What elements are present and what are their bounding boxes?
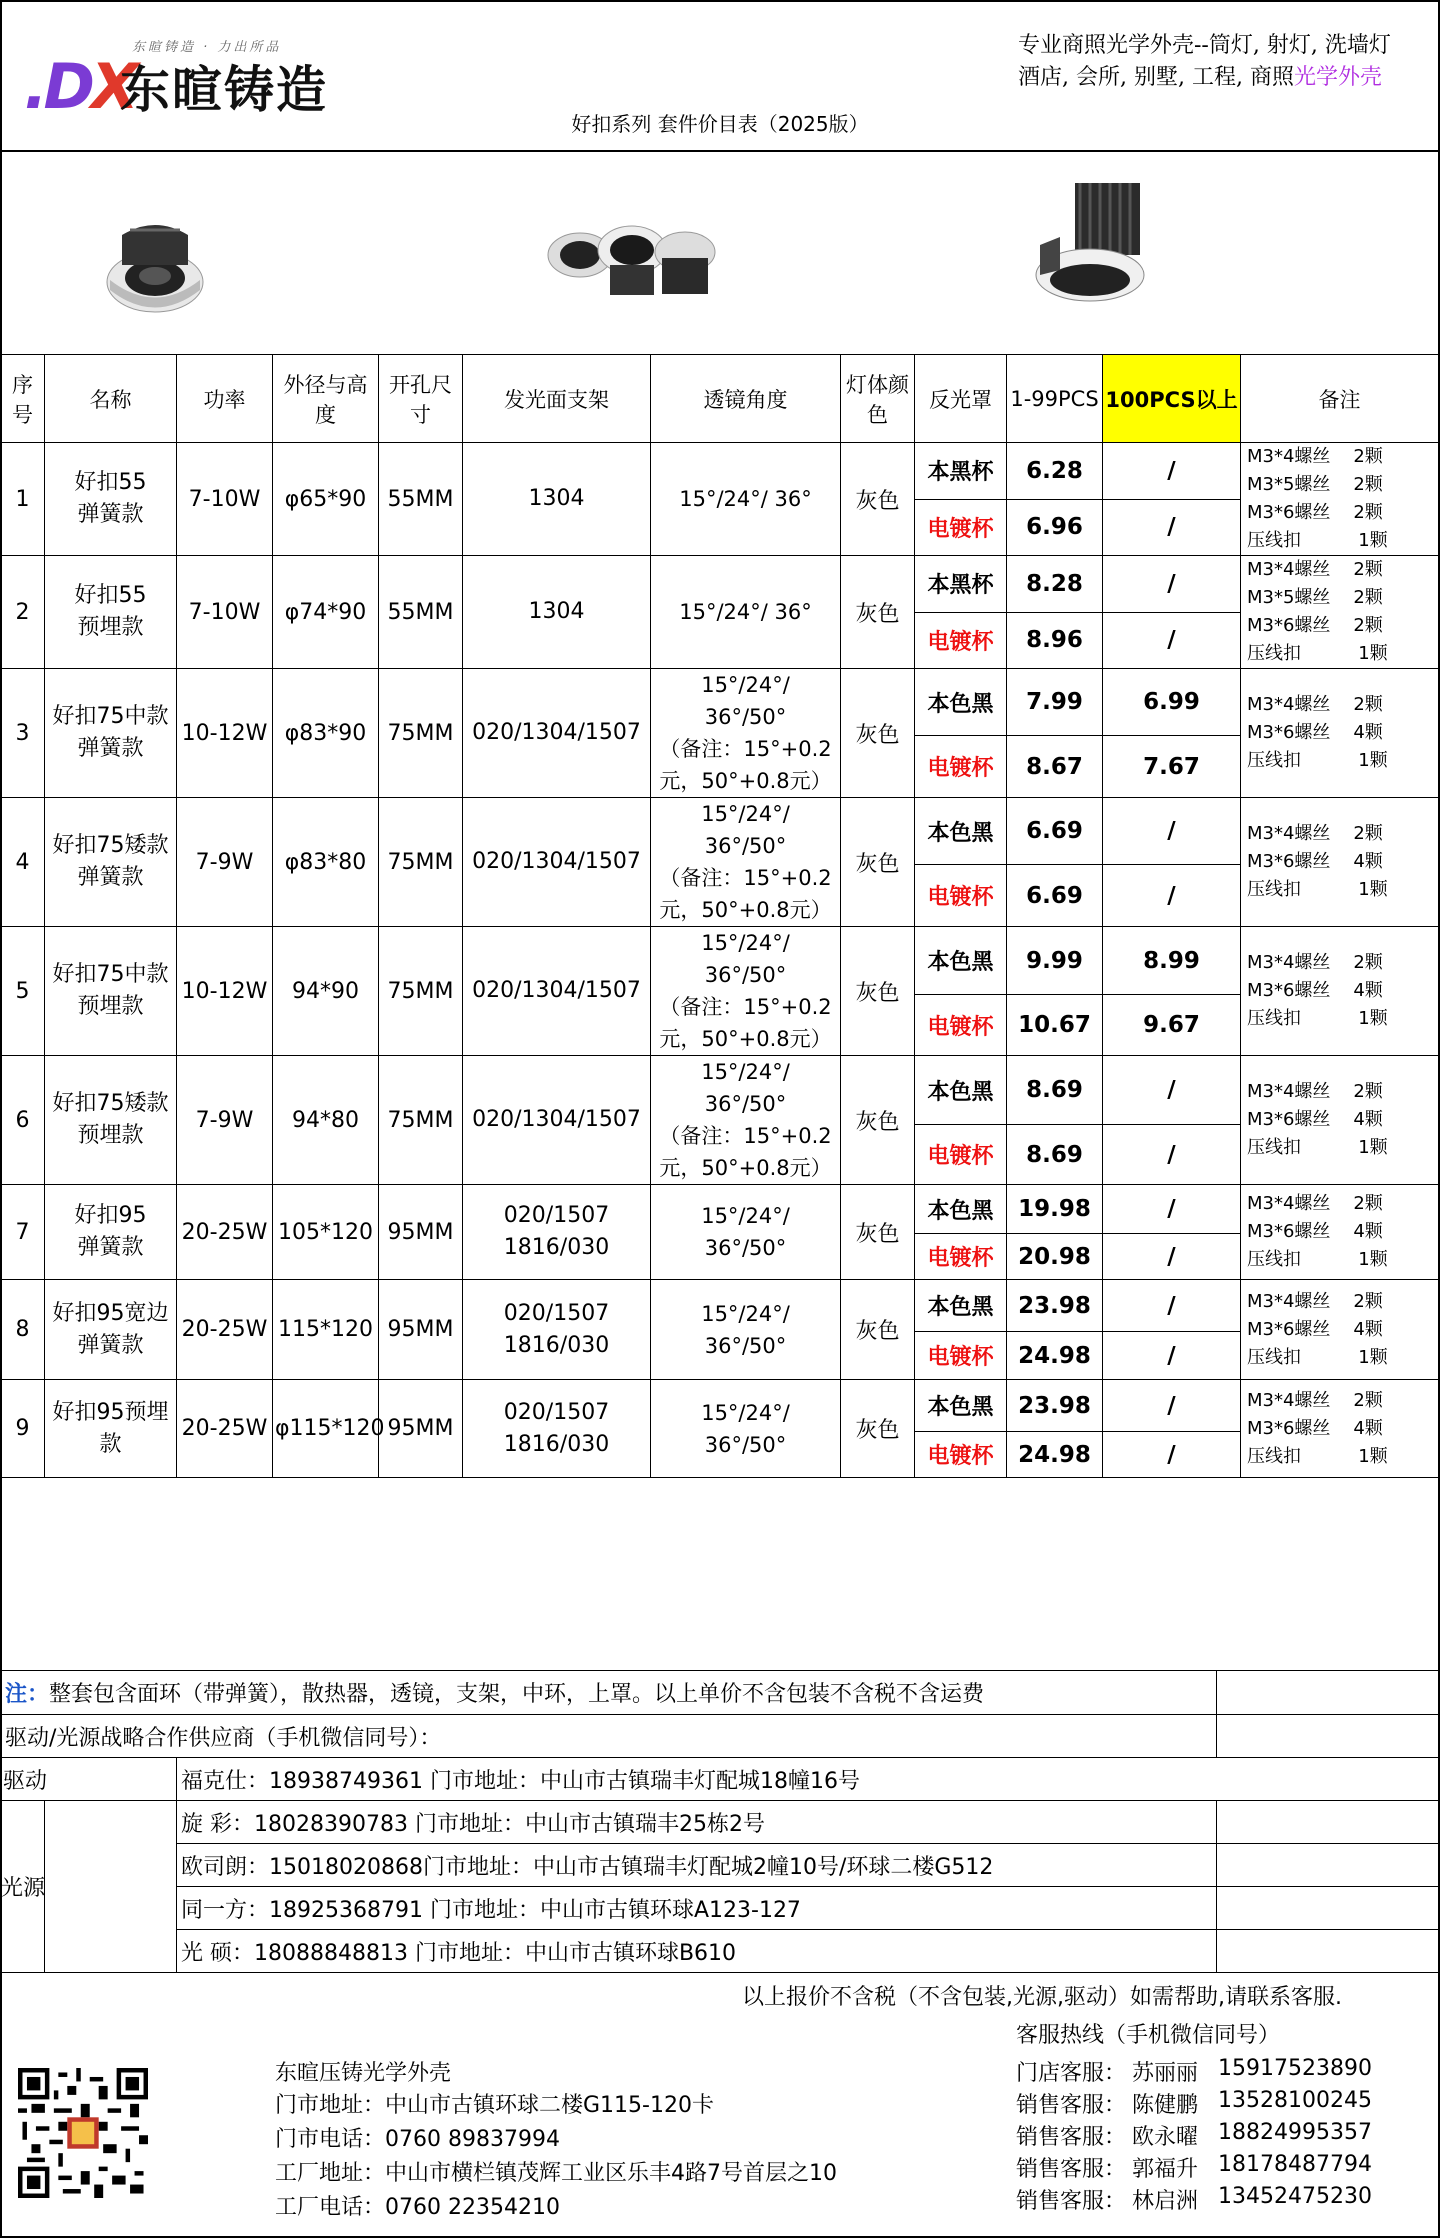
table-row [1, 1280, 1439, 1332]
service-name: 苏丽丽 [1132, 2061, 1199, 2086]
lens-line: 15°/24°/ 36° [679, 487, 812, 511]
lens-line: 15°/24°/ [701, 1204, 790, 1228]
cell-reflector-black: 本色黑 [915, 927, 1007, 995]
lens-line: 36°/50° [704, 1236, 787, 1260]
notice-label: 注： [5, 1682, 50, 1707]
cell-price-bulk: / [1103, 1125, 1241, 1185]
cell-no: 5 [1, 927, 45, 1056]
cell-price-bulk: / [1103, 1234, 1241, 1280]
bracket-line: 1304 [528, 486, 585, 511]
lens-line: 15°/24°/ [701, 1060, 790, 1084]
cell-price-bulk: / [1103, 1185, 1241, 1234]
cell-notes [1241, 798, 1439, 927]
price-table-body [1, 443, 1439, 1478]
cell-bracket [463, 1280, 651, 1380]
light-supplier-2: 欧司朗：15018020868门市地址：中山市古镇瑞丰灯配城2幢10号/环球二楼G512 [177, 1844, 1217, 1887]
cell-power: 10-12W [177, 927, 273, 1056]
cell-reflector-black: 本色黑 [915, 1380, 1007, 1432]
driver-label: 驱动 [3, 1768, 48, 1794]
cell-notes [1241, 1380, 1439, 1478]
cell-price-bulk: / [1103, 1432, 1241, 1478]
cell-bracket [463, 1056, 651, 1185]
note-line: 压线扣 1颗 [1247, 1008, 1388, 1029]
cell-notes [1241, 443, 1439, 556]
cell-lens [651, 556, 841, 669]
cell-name: 好扣95宽边 弹簧款 [45, 1280, 177, 1380]
cell-power: 7-9W [177, 798, 273, 927]
shop-address: 门市地址：中山市古镇环球二楼G115-120卡 [275, 2093, 714, 2118]
cell-price-bulk: / [1103, 443, 1241, 500]
cell-reflector-black: 本黑杯 [915, 556, 1007, 613]
cell-notes [1241, 669, 1439, 798]
lens-line: 元，50°+0.8元） [659, 898, 832, 922]
cell-size: φ115*120 [273, 1380, 379, 1478]
cell-reflector-black: 本黑杯 [915, 443, 1007, 500]
lens-line: 15°/24°/ [701, 931, 790, 955]
cell-bracket [463, 927, 651, 1056]
cell-color: 灰色 [841, 669, 915, 798]
cell-lens [651, 927, 841, 1056]
note-line: M3*6螺丝 4颗 [1247, 1417, 1383, 1439]
cell-price-small: 10.67 [1007, 995, 1103, 1056]
service-phone: 18178487794 [1218, 2152, 1372, 2177]
header-tagline [1018, 30, 1438, 94]
lens-line: 元，50°+0.8元） [659, 1027, 832, 1051]
cell-name: 好扣75矮款 预埋款 [45, 1056, 177, 1185]
note-line: M3*4螺丝 2颗 [1247, 1193, 1383, 1214]
lens-line: （备注：15°+0.2 [659, 866, 832, 890]
table-row [1, 669, 1439, 736]
cell-price-small: 6.28 [1007, 443, 1103, 500]
cell-no: 9 [1, 1380, 45, 1478]
cell-size: φ83*80 [273, 798, 379, 927]
service-role: 销售客服： [1016, 2125, 1127, 2150]
cell-color: 灰色 [841, 798, 915, 927]
cell-price-small: 8.67 [1007, 736, 1103, 798]
light-supplier-1: 旋 彩：18028390783 门市地址：中山市古镇瑞丰25栋2号 [177, 1801, 1217, 1844]
service-role: 门店客服： [1016, 2061, 1127, 2086]
lens-line: 36°/50° [704, 1092, 787, 1116]
service-phone: 13528100245 [1218, 2088, 1372, 2113]
cell-reflector-black: 本色黑 [915, 1056, 1007, 1125]
cell-reflector-black: 本色黑 [915, 1185, 1007, 1234]
cell-reflector-black: 本色黑 [915, 798, 1007, 865]
cell-reflector-plated: 电镀杯 [915, 736, 1007, 798]
cell-price-bulk: / [1103, 1056, 1241, 1125]
cell-notes [1241, 556, 1439, 669]
cell-price-small: 9.99 [1007, 927, 1103, 995]
cell-bracket [463, 798, 651, 927]
service-name: 郭福升 [1132, 2157, 1199, 2182]
service-name: 陈健鹏 [1132, 2093, 1199, 2118]
table-row [1, 1185, 1439, 1234]
cell-power: 7-9W [177, 1056, 273, 1185]
cell-bracket [463, 669, 651, 798]
cell-price-small: 20.98 [1007, 1234, 1103, 1280]
col-header-bracket: 发光面支架 [463, 355, 651, 443]
notice-cell [1, 1671, 1217, 1715]
company-name: 东暄压铸光学外壳 [275, 2061, 452, 2086]
cell-hole: 75MM [379, 1056, 463, 1185]
cell-reflector-plated: 电镀杯 [915, 1125, 1007, 1185]
cell-bracket [463, 1185, 651, 1280]
lens-line: 36°/50° [704, 963, 787, 987]
cell-price-small: 8.28 [1007, 556, 1103, 613]
supplier-title-row [1, 1715, 1439, 1758]
cell-size: φ83*90 [273, 669, 379, 798]
cell-size: φ74*90 [273, 556, 379, 669]
col-header-price-bulk: 100PCS以上 [1103, 355, 1241, 443]
product-image-55 [100, 210, 210, 320]
note-line: M3*4螺丝 2颗 [1247, 446, 1383, 467]
note-line: 压线扣 1颗 [1247, 530, 1388, 551]
lens-line: （备注：15°+0.2 [659, 995, 832, 1019]
cell-hole: 55MM [379, 556, 463, 669]
table-row [1, 443, 1439, 500]
note-line: M3*4螺丝 2颗 [1247, 559, 1383, 580]
table-row [1, 798, 1439, 865]
lens-line: 15°/24°/ 36° [679, 600, 812, 624]
bracket-line: 1816/030 [503, 1235, 610, 1260]
cell-price-bulk: 7.67 [1103, 736, 1241, 798]
cell-color: 灰色 [841, 1185, 915, 1280]
cell-no: 8 [1, 1280, 45, 1380]
bracket-line: 020/1304/1507 [472, 978, 641, 1003]
note-line: M3*4螺丝 2颗 [1247, 1290, 1383, 1312]
factory-address: 工厂地址：中山市横栏镇茂辉工业区乐丰4路7号首层之10 [275, 2161, 837, 2186]
service-phone: 15917523890 [1218, 2056, 1372, 2081]
service-name: 欧永曜 [1132, 2125, 1199, 2150]
cell-color: 灰色 [841, 1056, 915, 1185]
note-line: M3*4螺丝 2颗 [1247, 952, 1383, 973]
cell-no: 4 [1, 798, 45, 927]
col-header-size: 外径与高度 [273, 355, 379, 443]
lens-line: 15°/24°/ [701, 802, 790, 826]
service-phone: 18824995357 [1218, 2120, 1372, 2145]
product-image-75-set [540, 210, 720, 300]
cell-name: 好扣75矮款 弹簧款 [45, 798, 177, 927]
note-line: M3*6螺丝 2颗 [1247, 502, 1383, 523]
cell-price-small: 8.69 [1007, 1125, 1103, 1185]
logo-name: 东暄铸造 [120, 61, 328, 119]
factory-phone: 工厂电话：0760 22354210 [275, 2195, 560, 2220]
cell-bracket [463, 1380, 651, 1478]
product-image-95 [1030, 175, 1150, 310]
lens-line: 15°/24°/ [701, 673, 790, 697]
cell-lens [651, 1185, 841, 1280]
cell-reflector-plated: 电镀杯 [915, 1234, 1007, 1280]
cell-price-small: 8.96 [1007, 612, 1103, 669]
lens-line: 36°/50° [704, 1432, 787, 1457]
footer [0, 1976, 1440, 2238]
cell-reflector-plated: 电镀杯 [915, 612, 1007, 669]
supplier-title-empty [1217, 1715, 1439, 1758]
note-line: 压线扣 1颗 [1247, 643, 1388, 664]
cell-reflector-plated: 电镀杯 [915, 1332, 1007, 1380]
cell-color: 灰色 [841, 1380, 915, 1478]
cell-hole: 55MM [379, 443, 463, 556]
lens-line: 15°/24°/ [701, 1400, 790, 1425]
note-line: M3*4螺丝 2颗 [1247, 1389, 1383, 1411]
cell-color: 灰色 [841, 443, 915, 556]
cell-size: φ65*90 [273, 443, 379, 556]
bracket-line: 1304 [528, 599, 585, 624]
bracket-line: 020/1507 [503, 1203, 610, 1228]
cell-price-small: 6.69 [1007, 798, 1103, 865]
cell-name: 好扣55 弹簧款 [45, 443, 177, 556]
note-line: M3*6螺丝 4颗 [1247, 722, 1383, 743]
table-row [1, 1380, 1439, 1432]
tagline-highlight: 光学外壳 [1293, 65, 1382, 90]
cell-price-small: 7.99 [1007, 669, 1103, 736]
service-role: 销售客服： [1016, 2189, 1127, 2214]
note-line: M3*5螺丝 2颗 [1247, 587, 1383, 608]
bracket-line: 1816/030 [503, 1431, 610, 1457]
price-table [0, 354, 1439, 1478]
cell-price-small: 6.69 [1007, 865, 1103, 927]
light-row [1, 1930, 1439, 1973]
note-line: M3*6螺丝 4颗 [1247, 1318, 1383, 1340]
col-header-color: 灯体颜色 [841, 355, 915, 443]
table-row [1, 1056, 1439, 1125]
note-line: M3*5螺丝 2颗 [1247, 474, 1383, 495]
cell-price-small: 19.98 [1007, 1185, 1103, 1234]
lens-line: 元，50°+0.8元） [659, 1156, 832, 1180]
note-line: M3*6螺丝 4颗 [1247, 851, 1383, 872]
lens-line: 15°/24°/ [701, 1301, 790, 1326]
cell-no: 6 [1, 1056, 45, 1185]
cell-power: 10-12W [177, 669, 273, 798]
cell-notes [1241, 1185, 1439, 1280]
cell-color: 灰色 [841, 927, 915, 1056]
cell-size: 105*120 [273, 1185, 379, 1280]
notice-text: 整套包含面环（带弹簧），散热器，透镜，支架，中环，上罩。以上单价不含包装不含税不含运费 [49, 1682, 985, 1707]
notice-empty-cell [1217, 1671, 1439, 1715]
cell-color: 灰色 [841, 1280, 915, 1380]
cell-lens [651, 1380, 841, 1478]
cell-hole: 75MM [379, 927, 463, 1056]
cell-bracket [463, 443, 651, 556]
service-role: 销售客服： [1016, 2093, 1127, 2118]
cell-name: 好扣95 弹簧款 [45, 1185, 177, 1280]
brand-slogan: 东暄铸造 · 力出所品 [132, 40, 282, 55]
cell-price-small: 23.98 [1007, 1280, 1103, 1332]
cell-hole: 75MM [379, 669, 463, 798]
cell-lens [651, 1056, 841, 1185]
lens-line: （备注：15°+0.2 [659, 737, 832, 761]
cell-reflector-plated: 电镀杯 [915, 995, 1007, 1056]
cell-hole: 95MM [379, 1380, 463, 1478]
bracket-line: 020/1304/1507 [472, 720, 641, 745]
bracket-line: 020/1507 [503, 1399, 610, 1425]
cell-reflector-plated: 电镀杯 [915, 865, 1007, 927]
cell-reflector-black: 本色黑 [915, 669, 1007, 736]
hotline-title: 客服热线（手机微信同号） [1016, 2023, 1281, 2048]
lens-line: 36°/50° [704, 1333, 787, 1358]
note-line: 压线扣 1颗 [1247, 750, 1388, 771]
cell-hole: 75MM [379, 798, 463, 927]
cell-notes [1241, 927, 1439, 1056]
cell-size: 94*90 [273, 927, 379, 1056]
disclaimer: 以上报价不含税（不含包装,光源,驱动）如需帮助,请联系客服. [742, 1985, 1342, 2010]
lens-line: 元，50°+0.8元） [659, 769, 832, 793]
table-row [1, 927, 1439, 995]
cell-name: 好扣95预埋 款 [45, 1380, 177, 1478]
shop-phone: 门市电话：0760 89837994 [275, 2127, 560, 2152]
cell-no: 2 [1, 556, 45, 669]
note-line: M3*6螺丝 2颗 [1247, 615, 1383, 636]
light-supplier-4: 光 硕：18088848813 门市地址：中山市古镇环球B610 [177, 1930, 1217, 1973]
driver-supplier: 福克仕：18938749361 门市地址：中山市古镇瑞丰灯配城18幢16号 [177, 1758, 1439, 1801]
title-divider [0, 150, 1440, 152]
bracket-line: 020/1304/1507 [472, 849, 641, 874]
note-line: 压线扣 1颗 [1247, 1249, 1388, 1270]
col-header-lens: 透镜角度 [651, 355, 841, 443]
bracket-line: 1816/030 [503, 1332, 610, 1358]
cell-notes [1241, 1280, 1439, 1380]
cell-hole: 95MM [379, 1280, 463, 1380]
light-supplier-3: 同一方：18925368791 门市地址：中山市古镇环球A123-127 [177, 1887, 1217, 1930]
note-line: M3*6螺丝 4颗 [1247, 1109, 1383, 1130]
notice-row [1, 1671, 1439, 1715]
lens-line: 36°/50° [704, 834, 787, 858]
supplier-title: 驱动/光源战略合作供应商（手机微信同号）： [1, 1715, 1217, 1758]
cell-price-bulk: 8.99 [1103, 927, 1241, 995]
cell-lens [651, 1280, 841, 1380]
tagline-line-2: 酒店, 会所, 别墅, 工程, 商照光学外壳 [1018, 65, 1382, 90]
cell-name: 好扣55 预埋款 [45, 556, 177, 669]
tagline-line-1: 专业商照光学外壳--筒灯, 射灯, 洗墙灯 [1018, 33, 1391, 58]
cell-price-bulk: / [1103, 798, 1241, 865]
cell-color: 灰色 [841, 556, 915, 669]
qr-code-image [18, 2068, 148, 2198]
table-row [1, 556, 1439, 613]
cell-power: 20-25W [177, 1185, 273, 1280]
cell-notes [1241, 1056, 1439, 1185]
service-role: 销售客服： [1016, 2157, 1127, 2182]
lens-line: 36°/50° [704, 705, 787, 729]
cell-power: 20-25W [177, 1280, 273, 1380]
driver-row [1, 1758, 1439, 1801]
cell-price-bulk: / [1103, 556, 1241, 613]
note-line: M3*4螺丝 2颗 [1247, 694, 1383, 715]
cell-lens [651, 798, 841, 927]
note-line: 压线扣 1颗 [1247, 879, 1388, 900]
note-line: 压线扣 1颗 [1247, 1346, 1388, 1368]
cell-no: 3 [1, 669, 45, 798]
cell-price-bulk: 9.67 [1103, 995, 1241, 1056]
cell-power: 20-25W [177, 1380, 273, 1478]
note-line: 压线扣 1颗 [1247, 1445, 1388, 1467]
col-header-power: 功率 [177, 355, 273, 443]
col-header-hole: 开孔尺寸 [379, 355, 463, 443]
light-row [1, 1844, 1439, 1887]
cell-price-bulk: / [1103, 1280, 1241, 1332]
col-header-name: 名称 [45, 355, 177, 443]
service-phone: 13452475230 [1218, 2184, 1372, 2209]
note-line: 压线扣 1颗 [1247, 1137, 1388, 1158]
cell-price-small: 6.96 [1007, 499, 1103, 556]
cell-price-small: 24.98 [1007, 1432, 1103, 1478]
cell-price-bulk: / [1103, 865, 1241, 927]
cell-no: 7 [1, 1185, 45, 1280]
cell-hole: 95MM [379, 1185, 463, 1280]
cell-price-small: 8.69 [1007, 1056, 1103, 1125]
col-header-no: 序号 [1, 355, 45, 443]
note-line: M3*6螺丝 4颗 [1247, 980, 1383, 1001]
supplier-table [0, 1670, 1439, 1973]
cell-reflector-black: 本色黑 [915, 1280, 1007, 1332]
note-line: M3*4螺丝 2颗 [1247, 1081, 1383, 1102]
cell-name: 好扣75中款 弹簧款 [45, 669, 177, 798]
cell-price-bulk: / [1103, 1380, 1241, 1432]
logo-mark: .DX [24, 50, 135, 123]
cell-size: 94*80 [273, 1056, 379, 1185]
cell-name: 好扣75中款 预埋款 [45, 927, 177, 1056]
cell-lens [651, 669, 841, 798]
lens-line: （备注：15°+0.2 [659, 1124, 832, 1148]
light-row [1, 1801, 1439, 1844]
cell-lens [651, 443, 841, 556]
cell-reflector-plated: 电镀杯 [915, 499, 1007, 556]
page-title: 好扣系列 套件价目表（2025版） [571, 112, 869, 136]
cell-price-small: 24.98 [1007, 1332, 1103, 1380]
note-line: M3*4螺丝 2颗 [1247, 823, 1383, 844]
cell-price-bulk: / [1103, 612, 1241, 669]
cell-price-bulk: / [1103, 1332, 1241, 1380]
cell-no: 1 [1, 443, 45, 556]
cell-power: 7-10W [177, 556, 273, 669]
note-line: M3*6螺丝 4颗 [1247, 1221, 1383, 1242]
cell-price-bulk: / [1103, 499, 1241, 556]
bracket-line: 020/1507 [503, 1300, 610, 1326]
cell-price-small: 23.98 [1007, 1380, 1103, 1432]
light-row [1, 1887, 1439, 1930]
bracket-line: 020/1304/1507 [472, 1107, 641, 1132]
cell-size: 115*120 [273, 1280, 379, 1380]
col-header-notes: 备注 [1241, 355, 1439, 443]
cell-bracket [463, 556, 651, 669]
col-header-reflector: 反光罩 [915, 355, 1007, 443]
cell-power: 7-10W [177, 443, 273, 556]
table-header-row [1, 355, 1439, 443]
light-label: 光源 [1, 1801, 45, 1973]
brand-logo [20, 28, 340, 123]
cell-price-bulk: 6.99 [1103, 669, 1241, 736]
cell-reflector-plated: 电镀杯 [915, 1432, 1007, 1478]
service-name: 林启洲 [1132, 2189, 1199, 2214]
col-header-price-small: 1-99PCS [1007, 355, 1103, 443]
